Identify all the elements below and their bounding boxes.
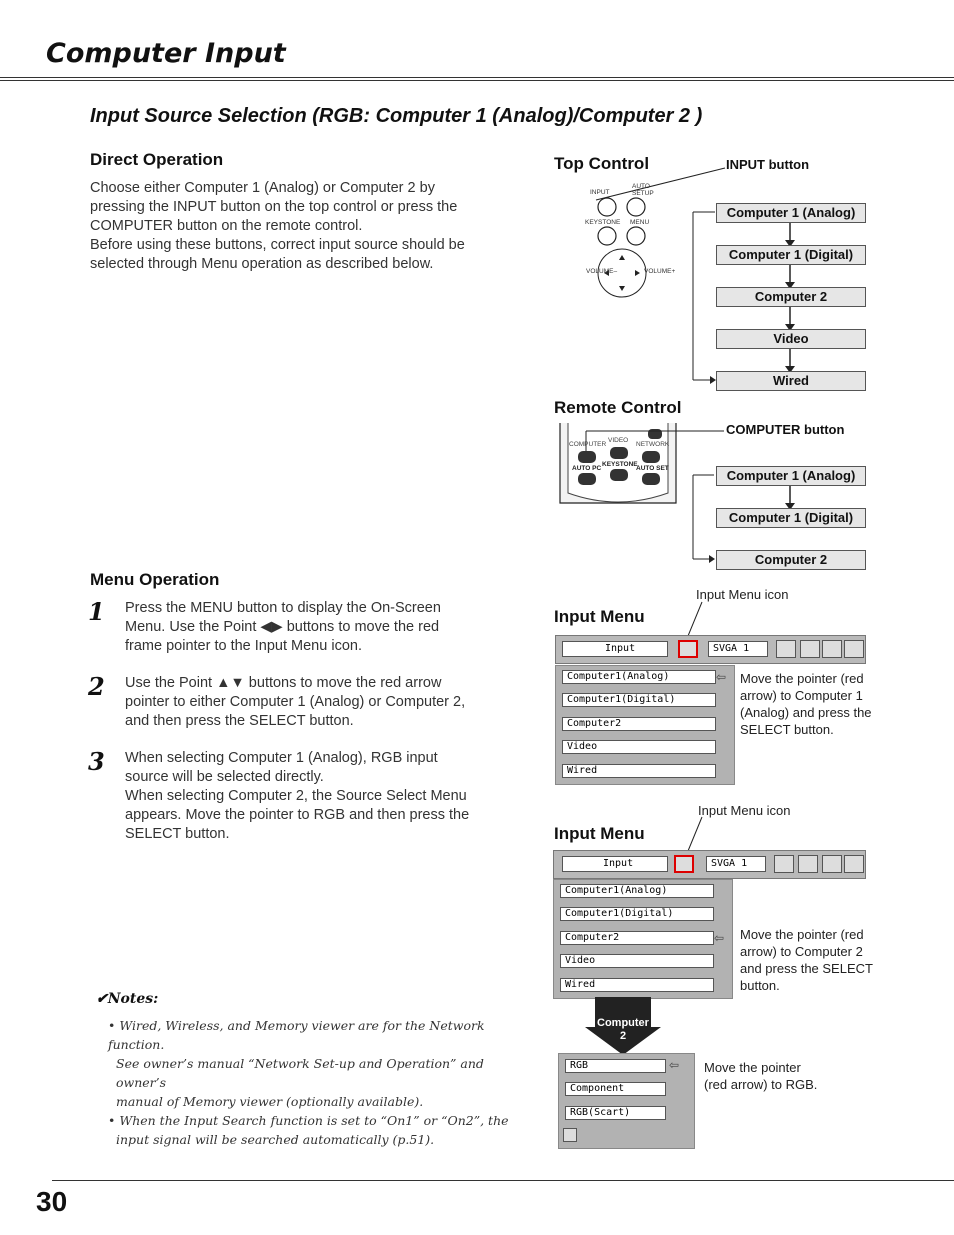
text-line: pointer to either Computer 1 (Analog) or Computer 2, (125, 694, 466, 710)
text-line: COMPUTER button on the remote control. (90, 218, 363, 234)
menu-bar-signal: SVGA 1 (708, 641, 768, 657)
text-line: Move the pointer (704, 1060, 801, 1075)
step-text (125, 674, 515, 731)
checkmark-icon: ✔ (96, 991, 108, 1007)
remote-auto-pc-label: AUTO PC (572, 465, 602, 472)
input-menu-1-description (740, 670, 872, 738)
input-menu-icon[interactable] (674, 855, 694, 873)
input-menu-2-description (740, 926, 873, 994)
auto-setup-button-shape (627, 198, 645, 216)
remote-video-label: VIDEO (608, 437, 629, 444)
footer-rule (52, 1180, 954, 1181)
menu-button-shape (627, 227, 645, 245)
step-number: 2 (88, 672, 105, 701)
menu-icon[interactable] (774, 855, 794, 873)
computer-button-callout: COMPUTER button (726, 422, 845, 437)
flow-video: Video (716, 329, 866, 349)
volume-minus-label: VOLUME– (586, 268, 618, 275)
text-line: (red arrow) to RGB. (704, 1077, 818, 1092)
source-select-panel (558, 1053, 695, 1149)
menu-icon[interactable] (800, 640, 820, 658)
menu-label: MENU (630, 219, 650, 226)
input-menu-icon-callout: Input Menu icon (698, 803, 791, 818)
pointer-arrow-icon: ⇦ (714, 931, 725, 945)
direct-operation-text (90, 179, 510, 274)
keystone-button-shape (598, 227, 616, 245)
menu-item[interactable]: Computer1(Digital) (560, 907, 714, 921)
text-line: Choose either Computer 1 (Analog) or Computer 2 by (90, 180, 435, 196)
page-title: Computer Input (46, 38, 286, 69)
menu-item[interactable]: Video (562, 740, 716, 754)
menu-item[interactable]: Computer1(Analog) (560, 884, 714, 898)
text-line: 2 (619, 1030, 627, 1042)
text-line: When the Input Search function is set to “On1” or “On2”, the (119, 1113, 509, 1128)
remote-auto-set-label: AUTO SET (636, 465, 669, 472)
flow-wired: Wired (716, 371, 866, 391)
note-item: • Wired, Wireless, and Memory viewer are for the Network function. See owner’s manual “Network Set-up and Operation” and owner’s manual of Memory viewer (optionally available). (108, 1016, 518, 1111)
menu-item[interactable]: Video (560, 954, 714, 968)
step-number: 1 (88, 597, 105, 626)
remote-flow-computer1-analog: Computer 1 (Analog) (716, 466, 866, 486)
pointer-arrow-icon: ⇦ (669, 1058, 680, 1072)
exit-icon[interactable] (563, 1128, 577, 1142)
flow-computer1-digital: Computer 1 (Digital) (716, 245, 866, 265)
text-line: Use the Point ▲▼ buttons to move the red arrow (125, 675, 442, 691)
menu-bar-input[interactable]: Input (562, 856, 668, 872)
text-line: When selecting Computer 1 (Analog), RGB input (125, 750, 438, 766)
menu-icon[interactable] (822, 640, 842, 658)
computer2-arrow-label (585, 1017, 661, 1043)
text-line: (Analog) and press the (740, 705, 872, 720)
input-button-shape (598, 198, 616, 216)
menu-operation-heading: Menu Operation (90, 570, 220, 589)
text-line: button. (740, 978, 780, 993)
computer-button-shape (578, 451, 596, 463)
notes-heading-label: Notes: (107, 991, 159, 1007)
notes-list (108, 1016, 518, 1149)
input-menu-heading: Input Menu (554, 607, 645, 626)
text-line: Move the pointer (red (740, 927, 864, 942)
auto-label: AUTO (632, 183, 650, 190)
setup-label: SETUP (632, 190, 654, 197)
menu-icon[interactable] (844, 640, 864, 658)
text-line: source will be selected directly. (125, 769, 324, 785)
text-line: Press the MENU button to display the On-Screen (125, 600, 441, 616)
flow-computer1-analog: Computer 1 (Analog) (716, 203, 866, 223)
text-line: SELECT button. (740, 722, 834, 737)
menu-bar-input[interactable]: Input (562, 641, 668, 657)
page-number: 30 (36, 1186, 68, 1217)
text-line: Computer (597, 1017, 649, 1029)
title-rule (0, 77, 954, 78)
input-menu-icon[interactable] (678, 640, 698, 658)
step-text (125, 749, 515, 844)
menu-item[interactable]: Wired (560, 978, 714, 992)
menu-icon[interactable] (776, 640, 796, 658)
menu-item[interactable]: RGB (565, 1059, 666, 1073)
remote-network-label: NETWORK (636, 441, 670, 448)
callout-line (680, 600, 720, 640)
text-line: input signal will be searched automatically (p.51). (116, 1132, 435, 1147)
flow-computer2: Computer 2 (716, 287, 866, 307)
menu-icon[interactable] (822, 855, 842, 873)
text-line: pressing the INPUT button on the top control or press the (90, 199, 458, 215)
text-line: arrow) to Computer 1 (740, 688, 863, 703)
notes-heading (96, 991, 158, 1007)
text-line: selected through Menu operation as described below. (90, 256, 434, 272)
remote-computer-label: COMPUTER (569, 441, 607, 448)
pointer-arrow-icon: ⇦ (716, 670, 727, 684)
remote-flow-computer2: Computer 2 (716, 550, 866, 570)
note-item: • When the Input Search function is set to “On1” or “On2”, the input signal will be searched automatically (p.51). (108, 1111, 518, 1149)
text-line: manual of Memory viewer (optionally available). (116, 1094, 424, 1109)
step-number: 3 (88, 747, 105, 776)
remote-control-heading: Remote Control (554, 398, 682, 417)
input-menu-bar (553, 850, 866, 879)
text-line: See owner’s manual “Network Set-up and Operation” and owner’s (116, 1056, 484, 1090)
text-line: and press the SELECT (740, 961, 873, 976)
input-menu-panel (555, 665, 735, 785)
text-line: Before using these buttons, correct input source should be (90, 237, 465, 253)
menu-item[interactable]: RGB(Scart) (565, 1106, 666, 1120)
source-select-description (704, 1059, 817, 1093)
menu-item[interactable]: Computer1(Analog) (562, 670, 716, 684)
menu-item[interactable]: Wired (562, 764, 716, 778)
direct-operation-heading: Direct Operation (90, 150, 224, 169)
menu-item[interactable]: Component (565, 1082, 666, 1096)
input-label: INPUT (590, 189, 610, 196)
text-line: Move the pointer (red (740, 671, 864, 686)
input-menu-panel (553, 879, 733, 999)
remote-flow-computer1-digital: Computer 1 (Digital) (716, 508, 866, 528)
step-text (125, 599, 515, 656)
text-line: frame pointer to the Input Menu icon. (125, 638, 362, 654)
menu-icon[interactable] (798, 855, 818, 873)
input-button-callout: INPUT button (726, 157, 810, 172)
menu-item[interactable]: Computer2 (562, 717, 716, 731)
callout-line (680, 815, 720, 855)
text-line: When selecting Computer 2, the Source Select Menu (125, 788, 467, 804)
remote-keystone-label: KEYSTONE (602, 461, 638, 468)
menu-icon[interactable] (844, 855, 864, 873)
input-menu-bar (555, 635, 866, 664)
text-line: appears. Move the pointer to RGB and then press the (125, 807, 470, 823)
text-line: SELECT button. (125, 826, 230, 842)
input-menu-heading: Input Menu (554, 824, 645, 843)
text-line: Wired, Wireless, and Memory viewer are for the Network function. (108, 1018, 485, 1052)
menu-item[interactable]: Computer1(Digital) (562, 693, 716, 707)
volume-plus-label: VOLUME+ (644, 268, 676, 275)
menu-bar-signal: SVGA 1 (706, 856, 766, 872)
input-menu-icon-callout: Input Menu icon (696, 587, 789, 602)
text-line: and then press the SELECT button. (125, 713, 354, 729)
text-line: Menu. Use the Point ◀▶ buttons to move the red (125, 619, 440, 635)
keystone-label: KEYSTONE (585, 219, 621, 226)
title-rule-thin (0, 80, 954, 81)
top-control-heading: Top Control (554, 154, 650, 173)
text-line: arrow) to Computer 2 (740, 944, 863, 959)
section-title: Input Source Selection (RGB: Computer 1 (Analog)/Computer 2 ) (90, 105, 703, 127)
menu-item[interactable]: Computer2 (560, 931, 714, 945)
